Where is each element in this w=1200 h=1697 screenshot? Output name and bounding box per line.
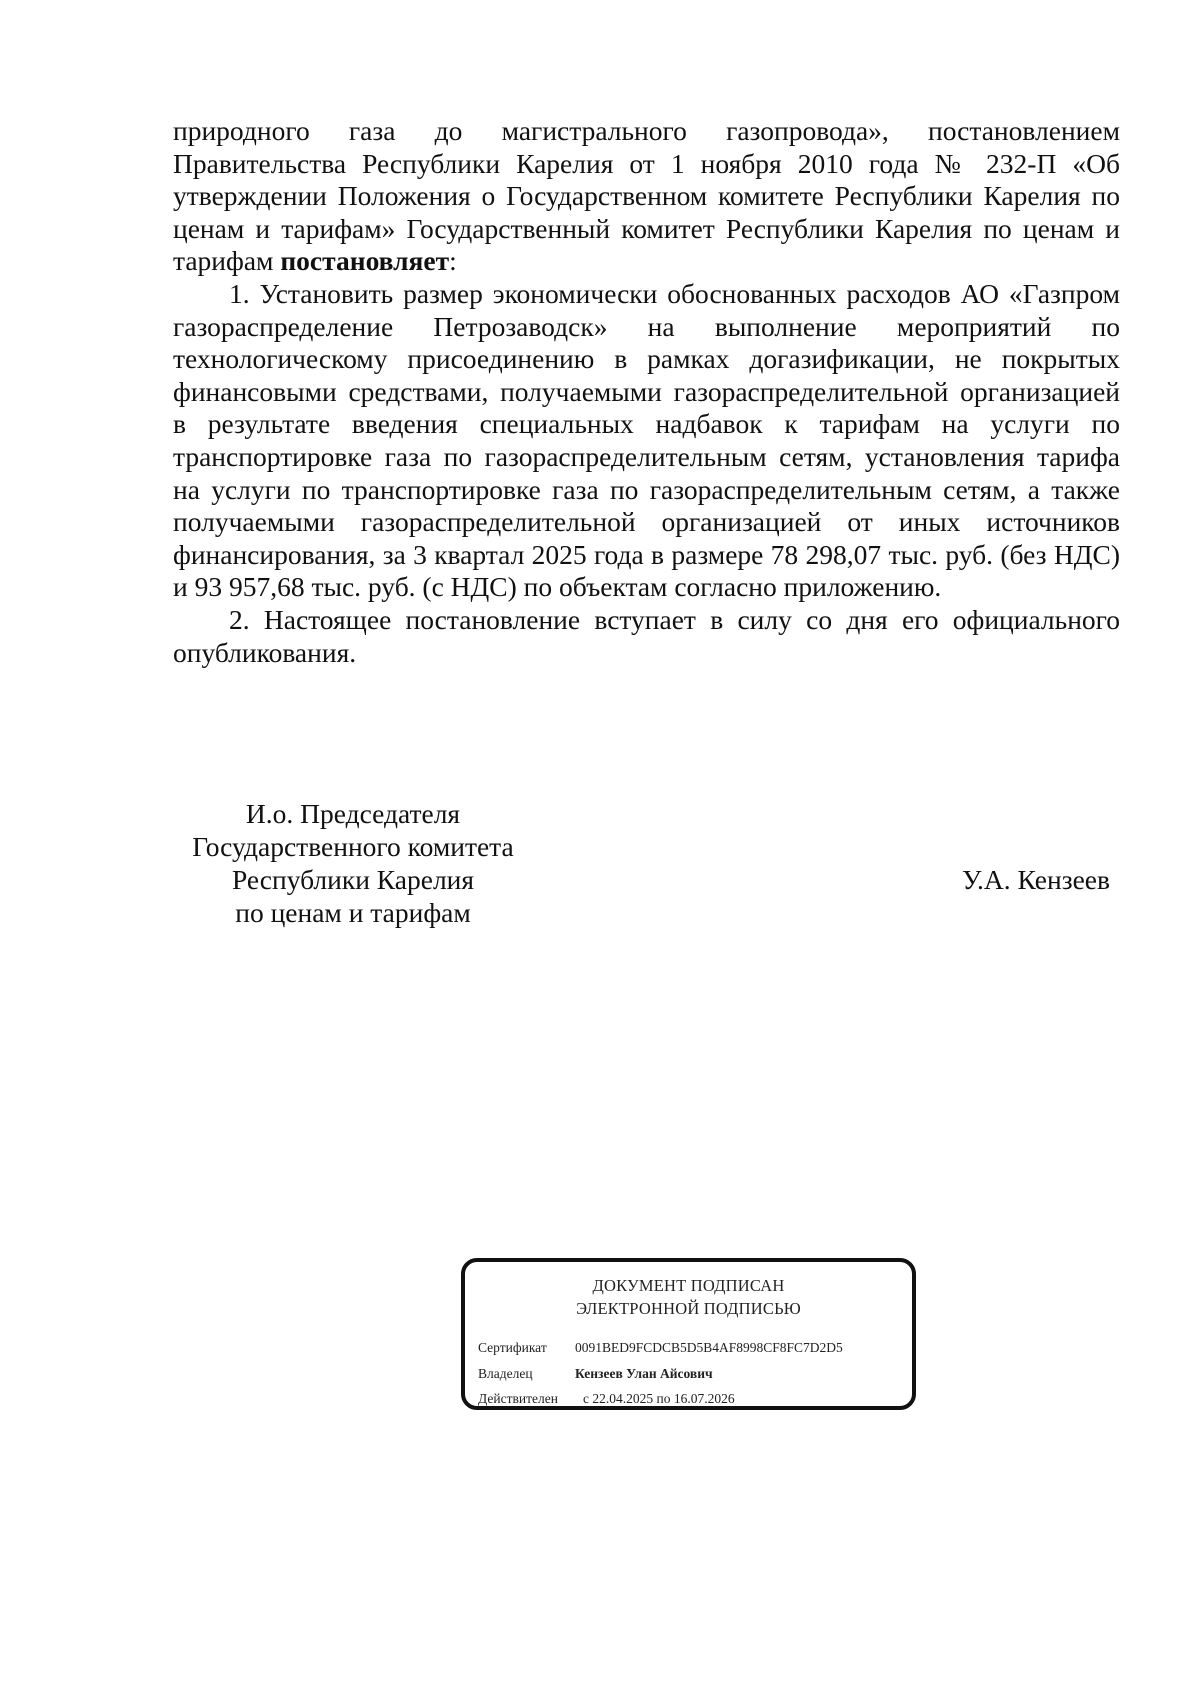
clause-1: 1. Установить размер экономически обоснованных расходов АО «Газпром газораспределение Петрозаводск» на выполнение мероприятий по технологическому присоединению в рамках догазификации, не покрытых финансовыми средствами, получаемыми газораспределительной организацией в результате введения специальных надбавок к тарифам на услуги по транспортировке газа по газораспределительным сетям, установления тарифа на услуги по транспортировке газа по газораспределительным сетям, а также получаемыми газораспределительной организацией от иных источников финансирования, за 3 квартал 2025 года в размере 78 298,07 тыс. руб. (без НДС) и 93 957,68 тыс. руб. (с НДС) по объектам согласно приложению. — [173, 277, 1120, 603]
certificate-label: Сертификат — [478, 1340, 547, 1355]
resolves-word: постановляет — [280, 245, 450, 277]
owner-label: Владелец — [478, 1366, 533, 1381]
validity-label: Действителен — [478, 1391, 558, 1406]
owner-value: Кензеев Улан Айсович — [575, 1366, 713, 1381]
electronic-signature-stamp — [461, 1258, 916, 1410]
intro-paragraph — [173, 115, 1120, 278]
certificate-value: 0091BED9FCDCB5D5B4AF8998CF8FC7D2D5 — [575, 1340, 843, 1355]
stamp-title — [465, 1274, 912, 1320]
resolution-body — [173, 115, 1120, 669]
position-line-1: И.о. Председателя — [245, 798, 461, 829]
position-line-3: Республики Карелия — [231, 864, 475, 895]
position-line-4: по ценам и тарифам — [235, 897, 471, 928]
clause-2: 2. Настоящее постановление вступает в силу со дня его официального опубликования. — [173, 603, 1120, 668]
stamp-certificate-row — [478, 1339, 843, 1357]
position-line-2: Государственного комитета — [192, 831, 514, 862]
validity-value: с 22.04.2025 по 16.07.2026 — [583, 1391, 735, 1406]
intro-text: природного газа до магистрального газопровода», постановлением Правительства Республики Карелия от 1 ноября 2010 года № 232-П «Об утверждении Положения о Государственном комитете Республики Карелия по ценам и тарифам» Государственный комитет Республики Карелия по ценам и тарифам — [173, 115, 1120, 277]
stamp-validity-row — [478, 1390, 735, 1408]
stamp-title-line-1: ДОКУМЕНТ ПОДПИСАН — [592, 1276, 785, 1295]
intro-colon: : — [449, 245, 457, 277]
stamp-owner-row — [478, 1365, 713, 1383]
signatory-position — [173, 797, 533, 929]
signatory-name: У.А. Кензеев — [962, 864, 1110, 895]
stamp-title-line-2: ЭЛЕКТРОННОЙ ПОДПИСЬЮ — [576, 1299, 801, 1318]
